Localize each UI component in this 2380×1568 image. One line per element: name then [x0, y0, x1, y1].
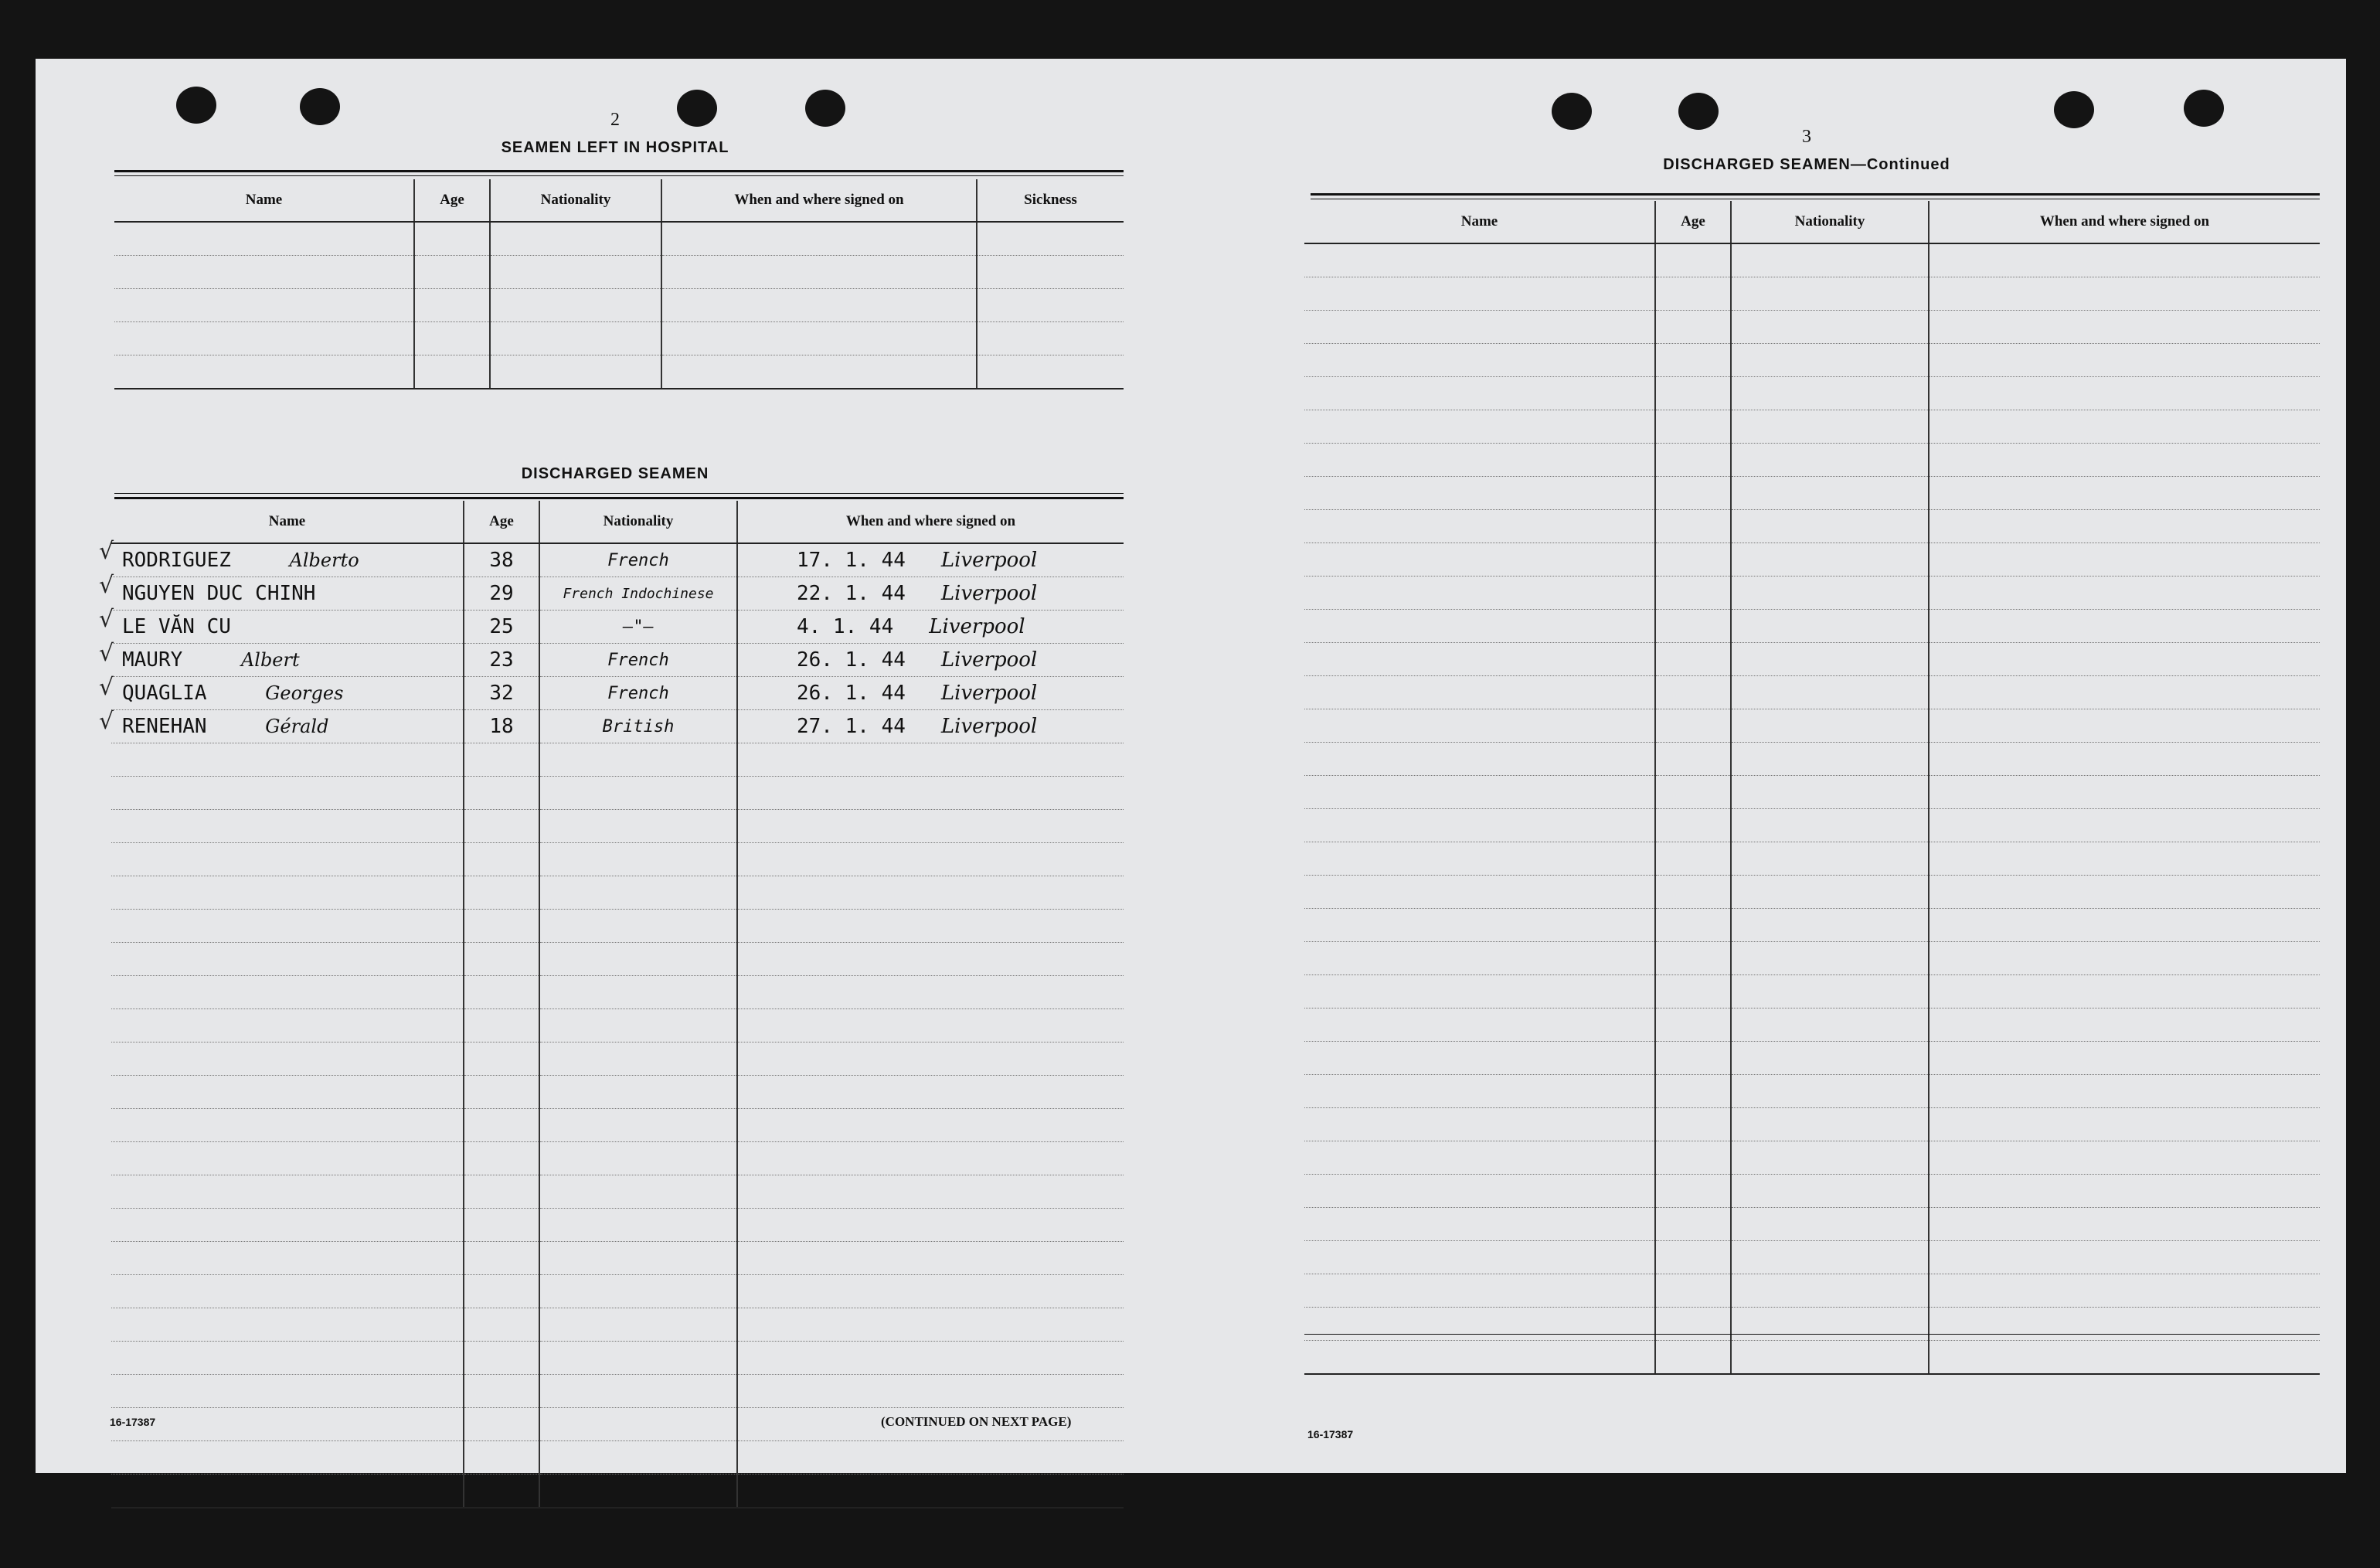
- column-header-age: Age: [1655, 201, 1731, 243]
- check-mark: √: [99, 538, 114, 565]
- column-header-age: Age: [414, 179, 490, 222]
- table-row: [111, 1474, 1124, 1508]
- seaman-surname: QUAGLIA: [122, 682, 207, 705]
- seaman-nationality: French Indochinese: [539, 577, 737, 611]
- table-row: [111, 1109, 1124, 1142]
- table-row: [111, 1209, 1124, 1242]
- table-row: [1304, 344, 2320, 377]
- double-rule: [114, 170, 1124, 172]
- double-rule: [1304, 1334, 2320, 1335]
- column-header-age: Age: [464, 501, 539, 543]
- table-row: [111, 1375, 1124, 1408]
- double-rule: [114, 497, 1124, 499]
- table-row: [111, 1175, 1124, 1209]
- table-row: [114, 322, 1124, 355]
- table-row: [1304, 444, 2320, 477]
- seaman-given-name: Albert: [240, 649, 300, 671]
- table-row: [1304, 909, 2320, 942]
- table-row: [1304, 975, 2320, 1008]
- table-row: [1304, 410, 2320, 444]
- signed-on-date: 22. 1. 44: [797, 582, 906, 605]
- discharged-table: [111, 501, 1124, 1508]
- form-number: 16-17387: [1307, 1428, 1354, 1440]
- table-row: [1304, 1075, 2320, 1108]
- table-row: [1304, 311, 2320, 344]
- table-row: [1304, 1341, 2320, 1375]
- table-row: [1304, 876, 2320, 909]
- signed-on-date: 26. 1. 44: [797, 682, 906, 705]
- table-row: [1304, 577, 2320, 610]
- page-number: 2: [610, 110, 620, 130]
- table-header-row: [1304, 201, 2320, 243]
- seaman-age: 29: [464, 577, 539, 611]
- table-row: [111, 1308, 1124, 1342]
- signed-on-place: Liverpool: [940, 582, 1038, 605]
- column-header-sickness: Sickness: [977, 179, 1124, 222]
- table-row: [1304, 243, 2320, 277]
- table-row: [1304, 743, 2320, 776]
- table-row: [111, 1076, 1124, 1109]
- column-header-name: Name: [111, 501, 464, 543]
- seaman-surname: LE VĂN CU: [122, 615, 231, 638]
- discharged-continued-title: DISCHARGED SEAMEN—Continued: [1663, 156, 1950, 173]
- table-row: [1304, 1274, 2320, 1308]
- table-row: [114, 289, 1124, 322]
- table-row: [111, 810, 1124, 843]
- table-row: [111, 611, 1124, 644]
- hospital-table: [114, 179, 1124, 389]
- double-rule: [114, 175, 1124, 176]
- table-row: [111, 910, 1124, 943]
- seaman-surname: NGUYEN DUC CHINH: [122, 582, 316, 605]
- discharged-continued-table: [1304, 201, 2320, 1375]
- check-mark: √: [99, 674, 114, 701]
- table-row: [114, 256, 1124, 289]
- signed-on-date: 4. 1. 44: [797, 615, 894, 638]
- column-header-nationality: Nationality: [539, 501, 737, 543]
- signed-on-place: Liverpool: [940, 549, 1038, 572]
- table-row: [111, 1441, 1124, 1474]
- table-row: [1304, 676, 2320, 709]
- column-header-nationality: Nationality: [1731, 201, 1929, 243]
- column-header-name: Name: [114, 179, 414, 222]
- table-row: [111, 976, 1124, 1009]
- table-row: [111, 777, 1124, 810]
- signed-on-place: Liverpool: [940, 715, 1038, 738]
- table-header-row: [114, 179, 1124, 222]
- table-row: [1304, 1108, 2320, 1141]
- column-header-signed-on: When and where signed on: [737, 501, 1124, 543]
- column-header-signed-on: When and where signed on: [661, 179, 977, 222]
- seaman-age: 23: [464, 644, 539, 677]
- seaman-age: 38: [464, 543, 539, 577]
- seaman-surname: RODRIGUEZ: [122, 549, 231, 572]
- table-row: [114, 222, 1124, 256]
- check-mark: √: [99, 606, 114, 633]
- continued-note: (CONTINUED ON NEXT PAGE): [881, 1414, 1072, 1429]
- seaman-nationality: French: [539, 543, 737, 577]
- double-rule: [1311, 193, 2320, 196]
- table-row: [1304, 1141, 2320, 1175]
- table-row: [1304, 709, 2320, 743]
- table-row: [1304, 277, 2320, 311]
- seaman-nationality: British: [539, 710, 737, 743]
- signed-on-date: 17. 1. 44: [797, 549, 906, 572]
- discharged-section-title: DISCHARGED SEAMEN: [521, 465, 709, 482]
- form-number: 16-17387: [110, 1416, 156, 1428]
- check-mark: √: [99, 640, 114, 667]
- table-row: [1304, 942, 2320, 975]
- table-row: [1304, 377, 2320, 410]
- table-row: [1304, 1308, 2320, 1341]
- seaman-surname: MAURY: [122, 648, 183, 672]
- check-mark: √: [99, 708, 114, 735]
- column-header-signed-on: When and where signed on: [1929, 201, 2320, 243]
- seaman-given-name: Gérald: [265, 716, 329, 737]
- seaman-given-name: Georges: [265, 682, 344, 704]
- table-row: [111, 1275, 1124, 1308]
- column-header-nationality: Nationality: [490, 179, 661, 222]
- table-row: [111, 644, 1124, 677]
- seaman-nationality: French: [539, 644, 737, 677]
- hospital-section-title: SEAMEN LEFT IN HOSPITAL: [501, 139, 729, 156]
- table-row: [111, 543, 1124, 577]
- table-row: [111, 710, 1124, 743]
- table-row: [111, 1009, 1124, 1042]
- table-row: [111, 577, 1124, 611]
- seaman-nationality: French: [539, 677, 737, 710]
- table-row: [111, 1042, 1124, 1076]
- ledger-sheet: [36, 59, 2346, 1473]
- table-row: [1304, 1175, 2320, 1208]
- table-row: [1304, 1208, 2320, 1241]
- table-row: [1304, 477, 2320, 510]
- table-row: [1304, 1042, 2320, 1075]
- left-page: [36, 59, 1195, 1473]
- seaman-age: 18: [464, 710, 539, 743]
- table-row: [1304, 842, 2320, 876]
- double-rule: [114, 493, 1124, 494]
- table-row: [1304, 510, 2320, 543]
- table-row: [1304, 610, 2320, 643]
- table-row: [111, 943, 1124, 976]
- table-row: [111, 1242, 1124, 1275]
- table-row: [1304, 776, 2320, 809]
- table-row: [1304, 643, 2320, 676]
- signed-on-place: Liverpool: [940, 682, 1038, 705]
- page-number: 3: [1802, 127, 1811, 147]
- table-row: [1304, 1008, 2320, 1042]
- table-header-row: [111, 501, 1124, 543]
- signed-on-place: Liverpool: [929, 615, 1025, 638]
- seaman-age: 25: [464, 611, 539, 644]
- seaman-nationality: —"—: [539, 611, 737, 644]
- table-row: [111, 677, 1124, 710]
- seaman-given-name: Alberto: [289, 549, 359, 571]
- right-page: [1195, 59, 2346, 1473]
- table-row: [1304, 543, 2320, 577]
- seaman-surname: RENEHAN: [122, 715, 207, 738]
- table-row: [111, 876, 1124, 910]
- table-row: [111, 1342, 1124, 1375]
- table-row: [111, 1142, 1124, 1175]
- table-row: [1304, 1241, 2320, 1274]
- signed-on-date: 26. 1. 44: [797, 648, 906, 672]
- table-row: [114, 355, 1124, 389]
- signed-on-place: Liverpool: [940, 648, 1038, 672]
- table-row: [111, 843, 1124, 876]
- seaman-age: 32: [464, 677, 539, 710]
- column-header-name: Name: [1304, 201, 1655, 243]
- table-row: [1304, 809, 2320, 842]
- table-row: [111, 743, 1124, 777]
- signed-on-date: 27. 1. 44: [797, 715, 906, 738]
- check-mark: √: [99, 572, 114, 599]
